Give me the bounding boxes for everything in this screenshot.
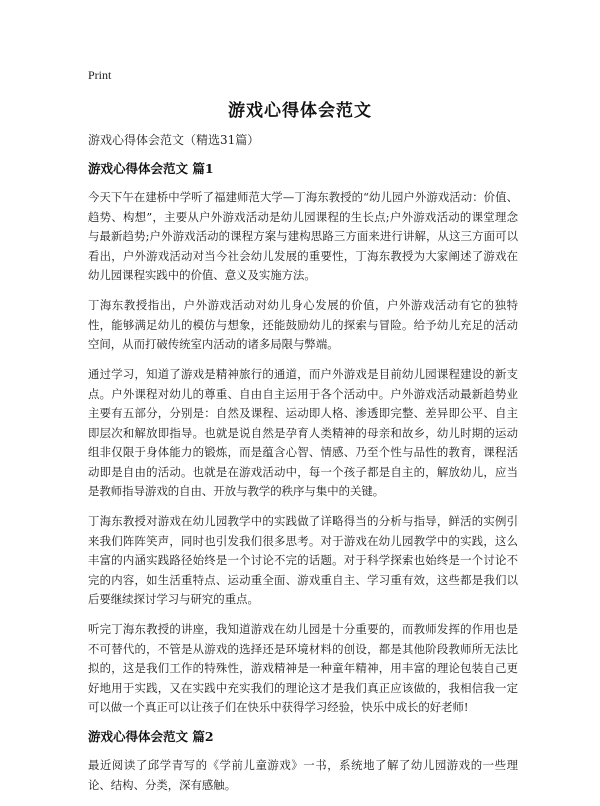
- section-heading: 游戏心得体会范文 篇1: [88, 161, 214, 176]
- paragraph: 丁海东教授对游戏在幼儿园教学中的实践做了详略得当的分析与指导，鲜活的实例引来我们阵阵笑声，同时也引发我们很多思考。对于游戏在幼儿园教学中的实践，这么丰富的内涵实践路径始终是一个讨论不完的话题。对于科学探索也始终是一个讨论不完的内容，如生活重特点、运动重全面、游戏重自主、学习重有效，这些都是我们以后要继续探讨学习与研究的重点。: [88, 514, 518, 606]
- print-label[interactable]: Print: [88, 68, 112, 82]
- document-subtitle: 游戏心得体会范文（精选31篇）: [88, 133, 260, 147]
- paragraph: 最近阅读了邱学青写的《学前儿童游戏》一书，系统地了解了幼儿园游戏的一些理论、结构、分类，深有感触。: [88, 758, 518, 792]
- paragraph: 听完丁海东教授的讲座，我知道游戏在幼儿园是十分重要的，而教师发挥的作用也是不可替代的，不管是从游戏的选择还是环境材料的创设，都是其他阶段教师所无法比拟的，这是我们工作的特殊性，游戏精神是一种童年精神，用丰富的理论包装自己更好地用于实践，又在实践中充实我们的理论这才是我们真正应该做的，我相信我一定可以做一个真正可以让孩子们在快乐中获得学习经验，快乐中成长的好老师!: [88, 622, 518, 714]
- paragraph: 今天下午在建桥中学听了福建师范大学—丁海东教授的“幼儿园户外游戏活动：价值、趋势、构想”，主要从户外游戏活动是幼儿园课程的生长点;户外游戏活动的课堂理念与最新趋势;户外游戏活动的课程方案与建构思路三方面来进行讲解，从这三方面可以看出，户外游戏活动对当今社会幼儿发展的重要性，丁海东教授为大家阐述了游戏在幼儿园课程实践中的价值、意义及实施方法。: [88, 190, 518, 282]
- paragraph: 通过学习，知道了游戏是精神旅行的通道，而户外游戏是目前幼儿园课程建设的新支点。户外课程对幼儿的尊重、自由自主运用于各个活动中。户外游戏活动最新趋势业主要有五部分，分别是：自然及课程、运动即人格、渗透即完整、差异即公平、自主即层次和解放即指导。也就是说自然是孕育人类精神的母亲和故乡，幼儿时期的运动组非仅限于身体能力的锻炼，而是蕴含心智、情感、乃至个性与品性的教育，课程活动即是自由的活动。也就是在游戏活动中，每一个孩子都是自主的，解放幼儿，应当是教师指导游戏的自由、开放与教学的秩序与集中的关键。: [88, 367, 518, 498]
- page-title: 游戏心得体会范文: [228, 101, 372, 121]
- section-heading: 游戏心得体会范文 篇2: [88, 729, 214, 744]
- paragraph: 丁海东教授指出，户外游戏活动对幼儿身心发展的价值，户外游戏活动有它的独特性，能够满足幼儿的模仿与想象，还能鼓励幼儿的探索与冒险。给予幼儿充足的活动空间，从而打破传统室内活动的诸多局限与弊端。: [88, 298, 518, 351]
- document-body: [88, 132, 518, 806]
